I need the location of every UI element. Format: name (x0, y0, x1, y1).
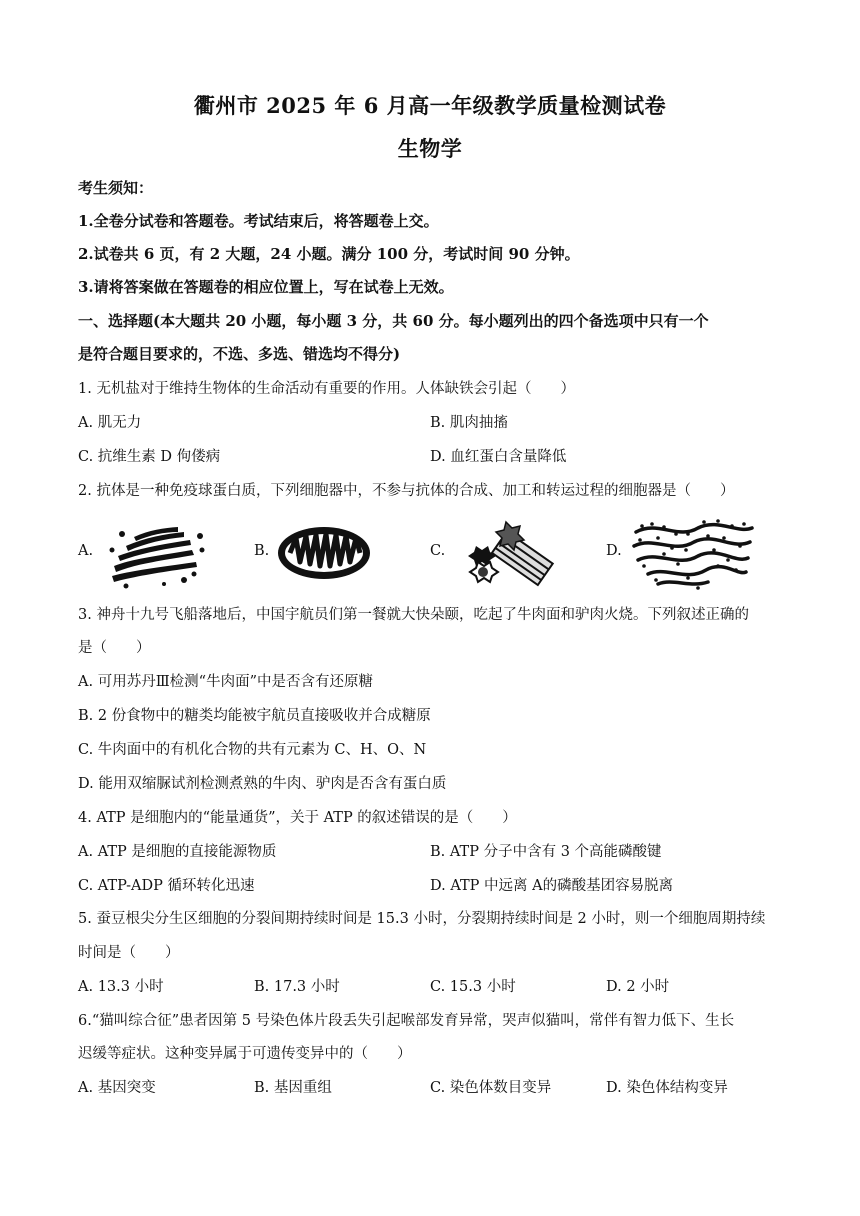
question-stem: 6.“猫叫综合征”患者因第 5 号染色体片段丢失引起喉部发育异常，哭声似猫叫，常伴有智力低下、生长 (78, 1013, 735, 1029)
option-label: D. (606, 543, 622, 559)
option-a: A. 13.3 小时 (78, 979, 164, 995)
mitochondrion-icon (276, 524, 372, 582)
question-stem-cont: 时间是（ ） (78, 945, 180, 961)
option-a: A. 肌无力 (78, 415, 142, 431)
section-heading-cont: 是符合题目要求的，不选、多选、错选均不得分) (78, 345, 401, 363)
option-d: D. 能用双缩脲试剂检测煮熟的牛肉、驴肉是否含有蛋白质 (78, 776, 447, 792)
option-a: A. 基因突变 (78, 1080, 156, 1096)
option-c (430, 514, 600, 594)
option-d: D. 染色体结构变异 (606, 1080, 728, 1096)
option-label: B. (254, 543, 270, 559)
option-d: D. 2 小时 (606, 979, 670, 995)
subject-title: 生物学 (397, 136, 463, 161)
question-stem: 5. 蚕豆根尖分生区细胞的分裂间期持续时间是 15.3 小时，分裂期持续时间是 2 小时，则一个细胞周期持续 (78, 911, 766, 927)
option-d: D. 血红蛋白含量降低 (430, 449, 567, 465)
notice-item: 1.全卷分试卷和答题卷。考试结束后，将答题卷上交。 (78, 212, 439, 230)
question-stem: 2. 抗体是一种免疫球蛋白质，下列细胞器中，不参与抗体的合成、加工和转运过程的细胞器是（ ） (78, 483, 735, 499)
centriole-icon (454, 516, 560, 592)
option-label: C. (430, 543, 446, 559)
question-stem-cont: 是（ ） (78, 640, 151, 656)
option-b: B. 2 份食物中的糖类均能被宇航员直接吸收并合成糖原 (78, 708, 431, 724)
option-d: D. ATP 中远离 A的磷酸基团容易脱离 (430, 878, 674, 894)
option-b: B. ATP 分子中含有 3 个高能磷酸键 (430, 844, 662, 860)
option-c: C. 染色体数目变异 (430, 1080, 552, 1096)
option-a: A. ATP 是细胞的直接能源物质 (78, 844, 277, 860)
question-stem: 1. 无机盐对于维持生物体的生命活动有重要的作用。人体缺铁会引起（ ） (78, 381, 575, 397)
option-b (254, 514, 424, 594)
question-stem-cont: 迟缓等症状。这种变异属于可遗传变异中的（ ） (78, 1046, 412, 1062)
option-b: B. 基因重组 (254, 1080, 332, 1096)
option-c: C. 牛肉面中的有机化合物的共有元素为 C、H、O、N (78, 742, 427, 758)
option-a: A. 可用苏丹Ⅲ检测“牛肉面”中是否含有还原糖 (78, 674, 373, 690)
option-c: C. 抗维生素 D 佝偻病 (78, 449, 221, 465)
notice-heading: 考生须知： (78, 179, 154, 197)
endoplasmic-reticulum-icon (628, 518, 758, 590)
question-stem: 4. ATP 是细胞内的“能量通货”，关于 ATP 的叙述错误的是（ ） (78, 810, 517, 826)
option-d (606, 514, 776, 594)
notice-item: 3.请将答案做在答题卷的相应位置上，写在试卷上无效。 (78, 278, 454, 296)
section-heading: 一、选择题(本大题共 20 小题，每小题 3 分，共 60 分。每小题列出的四个备选项中只有一个 (78, 312, 709, 330)
option-c: C. 15.3 小时 (430, 979, 516, 995)
option-c: C. ATP-ADP 循环转化迅速 (78, 878, 255, 894)
notice-item: 2.试卷共 6 页，有 2 大题，24 小题。满分 100 分，考试时间 90 分钟。 (78, 245, 580, 263)
option-b: B. 肌肉抽搐 (430, 415, 508, 431)
option-a (78, 514, 248, 594)
exam-title: 衢州市 2025 年 6 月高一年级教学质量检测试卷 (193, 93, 667, 118)
golgi-apparatus-icon (104, 520, 208, 590)
option-b: B. 17.3 小时 (254, 979, 340, 995)
option-label: A. (78, 543, 94, 559)
question-stem: 3. 神舟十九号飞船落地后，中国宇航员们第一餐就大快朵颐，吃起了牛肉面和驴肉火烧。下列叙述正确的 (78, 607, 749, 623)
